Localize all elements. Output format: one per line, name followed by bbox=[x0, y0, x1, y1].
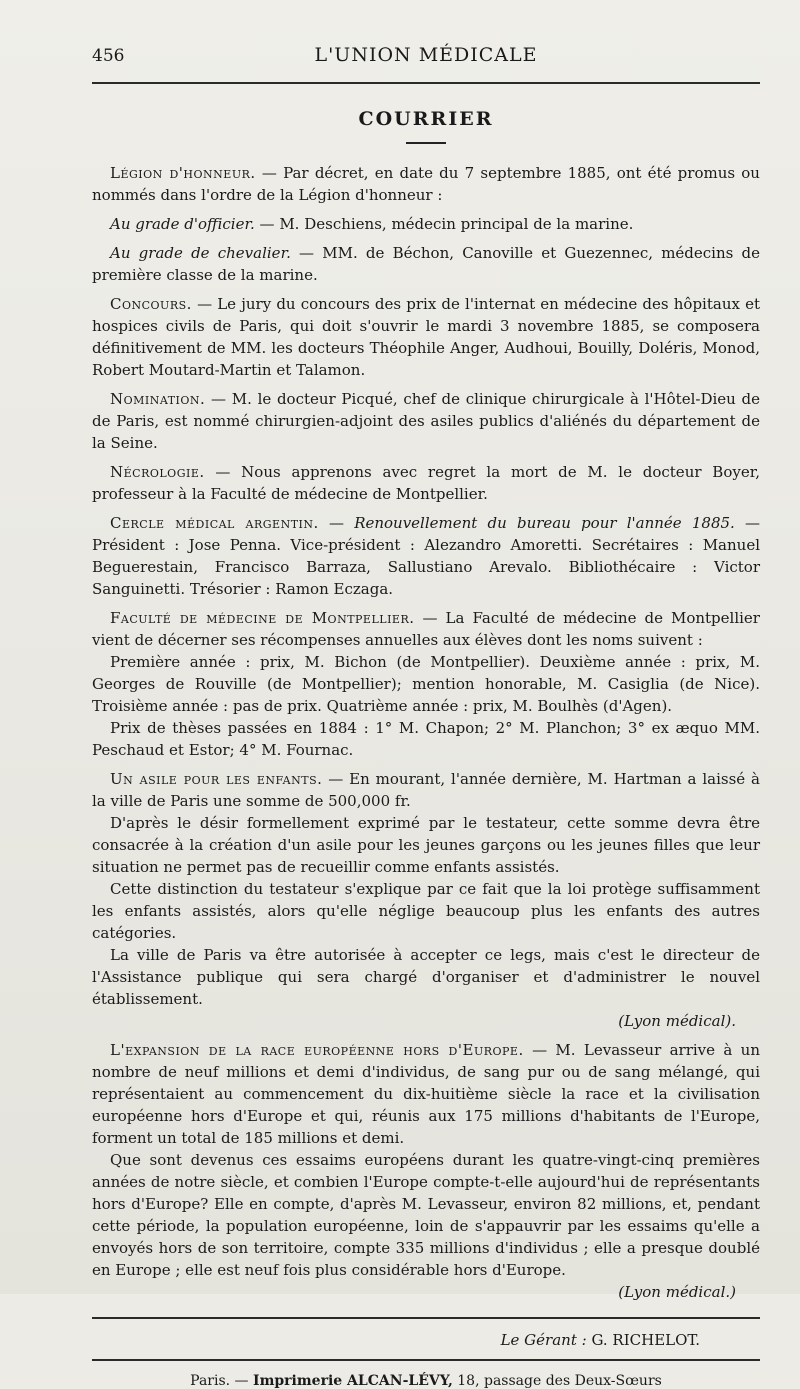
article-label: Un asile pour les enfants. bbox=[110, 770, 323, 788]
imprint-name: Imprimerie ALCAN-LÉVY, bbox=[253, 1373, 453, 1389]
article-label: Concours. bbox=[110, 295, 192, 313]
article-label: L'expansion de la race européenne hors d'Europe. bbox=[110, 1041, 524, 1059]
article-continuation: D'après le désir formellement exprimé par le testateur, cette somme devra être consacrée à la création d'un asile pour les jeunes garçons ou les jeunes filles que leur situation ne permet pas de recueillir comme enfants assistés. bbox=[92, 814, 760, 876]
article-text: — La Faculté de médecine de Montpellier vient de décerner ses récompenses annuelles aux élèves dont les noms suivent : bbox=[92, 609, 760, 649]
footer-rule-2 bbox=[92, 1359, 760, 1361]
article-label: Faculté de médecine de Montpellier. bbox=[110, 609, 415, 627]
article-text: — Nous apprenons avec regret la mort de M. le docteur Boyer, professeur à la Faculté de médecine de Montpellier. bbox=[92, 463, 760, 503]
article-continuation: La ville de Paris va être autorisée à accepter ce legs, mais c'est le directeur de l'Assistance publique qui sera chargé d'organiser et d'administrer le nouvel établissement. bbox=[92, 946, 760, 1008]
article-continuation: Cette distinction du testateur s'explique par ce fait que la loi protège suffisamment les enfants assistés, alors qu'elle néglige beaucoup plus les enfants des autres catégories. bbox=[92, 880, 760, 942]
article-subtitle: Renouvellement du bureau pour l'année 1885. bbox=[354, 514, 735, 532]
gerant-label: Le Gérant : bbox=[500, 1331, 587, 1349]
article-body bbox=[92, 162, 760, 1303]
imprint-line bbox=[92, 1373, 760, 1389]
article-continuation: Que sont devenus ces essaims européens durant les quatre-vingt-cinq premières années de notre siècle, et combien l'Europe compte-t-elle aujourd'hui de représentants hors d'Europe? Elle en compte, d'après M. Levasseur, environ 82 millions, et, pendant cette période, la population européenne, loin de s'appauvrir par les essaims qu'elle a envoyés hors de son territoire, compte 335 millions d'individus ; elle a presque doublé en Europe ; elle est neuf fois plus considérable hors d'Europe. bbox=[92, 1151, 760, 1279]
gerant-name: G. RICHELOT. bbox=[591, 1331, 700, 1349]
article-label: Légion d'honneur. bbox=[110, 164, 256, 182]
article-continuation: Première année : prix, M. Bichon (de Montpellier). Deuxième année : prix, M. Georges de Rouville (de Montpellier); mention honorable, M. Casiglia (de Nice). Troisième année : pas de prix. Quatrième année : prix, M. Boulhès (d'Agen). bbox=[92, 653, 760, 715]
article-asile bbox=[92, 768, 760, 812]
article-nomination bbox=[92, 388, 760, 454]
article-source: (Lyon médical). bbox=[618, 1012, 736, 1030]
section-ornament-rule bbox=[406, 142, 446, 144]
grade-text: — MM. de Béchon, Canoville et Guezennec, médecins de première classe de la marine. bbox=[92, 244, 760, 284]
article-text: — Par décret, en date du 7 septembre 1885, ont été promus ou nommés dans l'ordre de la Légion d'honneur : bbox=[92, 164, 760, 204]
header-rule bbox=[92, 82, 760, 84]
article-expansion bbox=[92, 1039, 760, 1149]
gerant-line bbox=[92, 1331, 760, 1349]
article-continuation: Prix de thèses passées en 1884 : 1° M. Chapon; 2° M. Planchon; 3° ex æquo MM. Peschaud et Estor; 4° M. Fournac. bbox=[92, 719, 760, 759]
imprint-city: Paris. bbox=[190, 1373, 231, 1389]
article-text: — M. le docteur Picqué, chef de clinique chirurgicale à l'Hôtel-Dieu de de Paris, est nommé chirurgien-adjoint des asiles publics d'aliénés du département de la Seine. bbox=[92, 390, 760, 452]
grade-text: — M. Deschiens, médecin principal de la marine. bbox=[254, 215, 634, 233]
article-text: — Président : Jose Penna. Vice-président : Alezandro Amoretti. Secrétaires : Manuel Beguerestain, Francisco Barraza, Sallustiano Arevalo. Bibliothécaire : Victor Sanguinetti. Trésorier : Ramon Eczaga. bbox=[92, 514, 760, 598]
article-source: (Lyon médical.) bbox=[618, 1283, 736, 1301]
imprint-address: 18, passage des Deux-Sœurs bbox=[452, 1373, 662, 1389]
article-label: Nomination. bbox=[110, 390, 206, 408]
article-faculte bbox=[92, 607, 760, 651]
article-text: — Le jury du concours des prix de l'internat en médecine des hôpitaux et hospices civils de Paris, qui doit s'ouvrir le mardi 3 novembre 1885, se composera définitivement de MM. les docteurs Théophile Anger, Audhoui, Bouilly, Doléris, Monod, Robert Moutard-Martin et Talamon. bbox=[92, 295, 760, 379]
running-header bbox=[92, 0, 760, 68]
article-legion-line bbox=[92, 213, 760, 235]
article-label: Nécrologie. bbox=[110, 463, 205, 481]
footer-rule bbox=[92, 1317, 760, 1319]
article-legion bbox=[92, 162, 760, 206]
grade-label: Au grade d'officier. bbox=[110, 215, 255, 233]
section-title: COURRIER bbox=[358, 108, 494, 130]
article-concours bbox=[92, 293, 760, 381]
article-cercle: Cercle médical argentin. — Renouvellement du bureau pour l'année 1885. — Président : Jose Penna. Vice-président : Alezandro Amoretti. Secrétaires : Manuel Beguerestain, Francisco Barraza, Sallustiano Arevalo. Bibliothécaire : Victor Sanguinetti. Trésorier : Ramon Eczaga. bbox=[92, 514, 760, 598]
imprint-separator: — bbox=[230, 1373, 254, 1389]
article-text: — En mourant, l'année dernière, M. Hartman a laissé à la ville de Paris une somme de 500,000 fr. bbox=[92, 770, 760, 810]
article-legion-line bbox=[92, 242, 760, 286]
grade-label: Au grade de chevalier. bbox=[110, 244, 291, 262]
article-text: — M. Levasseur arrive à un nombre de neuf millions et demi d'individus, de sang pur ou de sang mélangé, qui représentaient au commencement du dix-huitième siècle la race et la civilisation européenne hors d'Europe et qui, réunis aux 175 millions d'habitants de l'Europe, forment un total de 185 millions et demi. bbox=[92, 1041, 760, 1147]
article-label: Cercle médical argentin. bbox=[110, 514, 319, 532]
article-necrologie bbox=[92, 461, 760, 505]
journal-title: L'UNION MÉDICALE bbox=[314, 44, 538, 66]
page-number: 456 bbox=[92, 46, 125, 66]
